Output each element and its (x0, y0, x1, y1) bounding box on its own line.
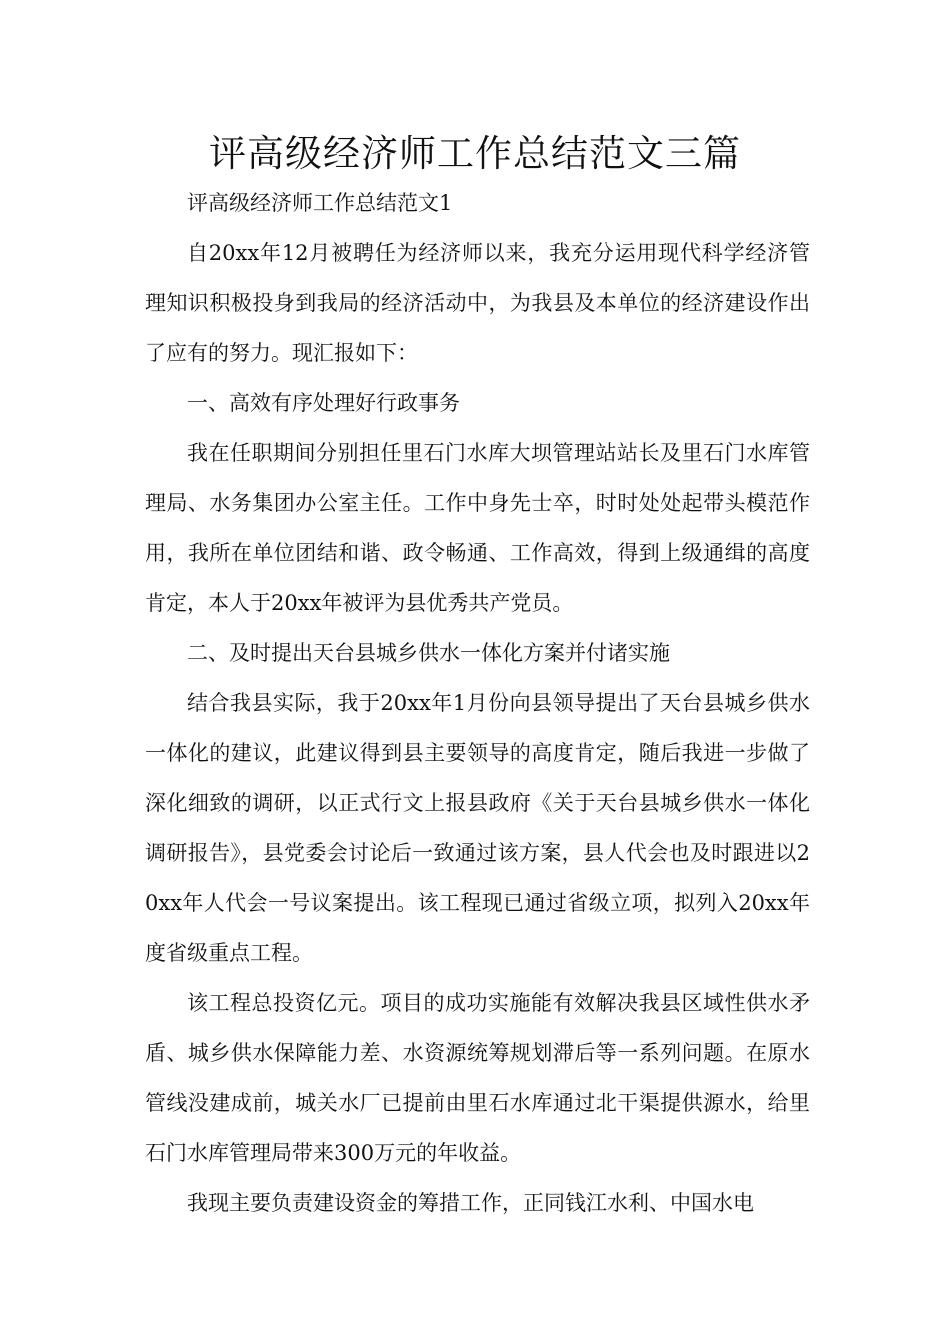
section-heading-1: 一、高效有序处理好行政事务 (187, 391, 460, 415)
paragraph-section-2c: 我现主要负责建设资金的筹措工作，正同钱江水利、中国水电 (187, 1191, 754, 1215)
section-heading-2: 二、及时提出天台县城乡供水一体化方案并付诸实施 (187, 641, 670, 665)
paragraph-intro: 自20xx年12月被聘任为经济师以来，我充分运用现代科学经济管理知识积极投身到我局的经济活动中，为我县及本单位的经济建设作出了应有的努力。现汇报如下： (145, 241, 810, 365)
paragraph-section-1: 我在任职期间分别担任里石门水库大坝管理站站长及里石门水库管理局、水务集团办公室主任。工作中身先士卒，时时处处起带头模范作用，我所在单位团结和谐、政令畅通、工作高效，得到上级通缉的高度肯定，本人于20xx年被评为县优秀共产党员。 (145, 441, 810, 615)
paragraph-section-2a: 结合我县实际，我于20xx年1月份向县领导提出了天台县城乡供水一体化的建议，此建议得到县主要领导的高度肯定，随后我进一步做了深化细致的调研，以正式行文上报县政府《关于天台县城乡供水一体化调研报告》，县党委会讨论后一致通过该方案，县人代会也及时跟进以20xx年人代会一号议案提出。该工程现已通过省级立项，拟列入20xx年度省级重点工程。 (145, 691, 810, 965)
paragraph-subtitle: 评高级经济师工作总结范文1 (187, 191, 453, 215)
paragraph-section-2b: 该工程总投资亿元。项目的成功实施能有效解决我县区域性供水矛盾、城乡供水保障能力差、水资源统筹规划滞后等一系列问题。在原水管线没建成前，城关水厂已提前由里石水库通过北干渠提供源水，给里石门水库管理局带来300万元的年收益。 (145, 991, 810, 1165)
document-body (145, 178, 810, 1228)
document-title: 评高级经济师工作总结范文三篇 (209, 132, 741, 175)
